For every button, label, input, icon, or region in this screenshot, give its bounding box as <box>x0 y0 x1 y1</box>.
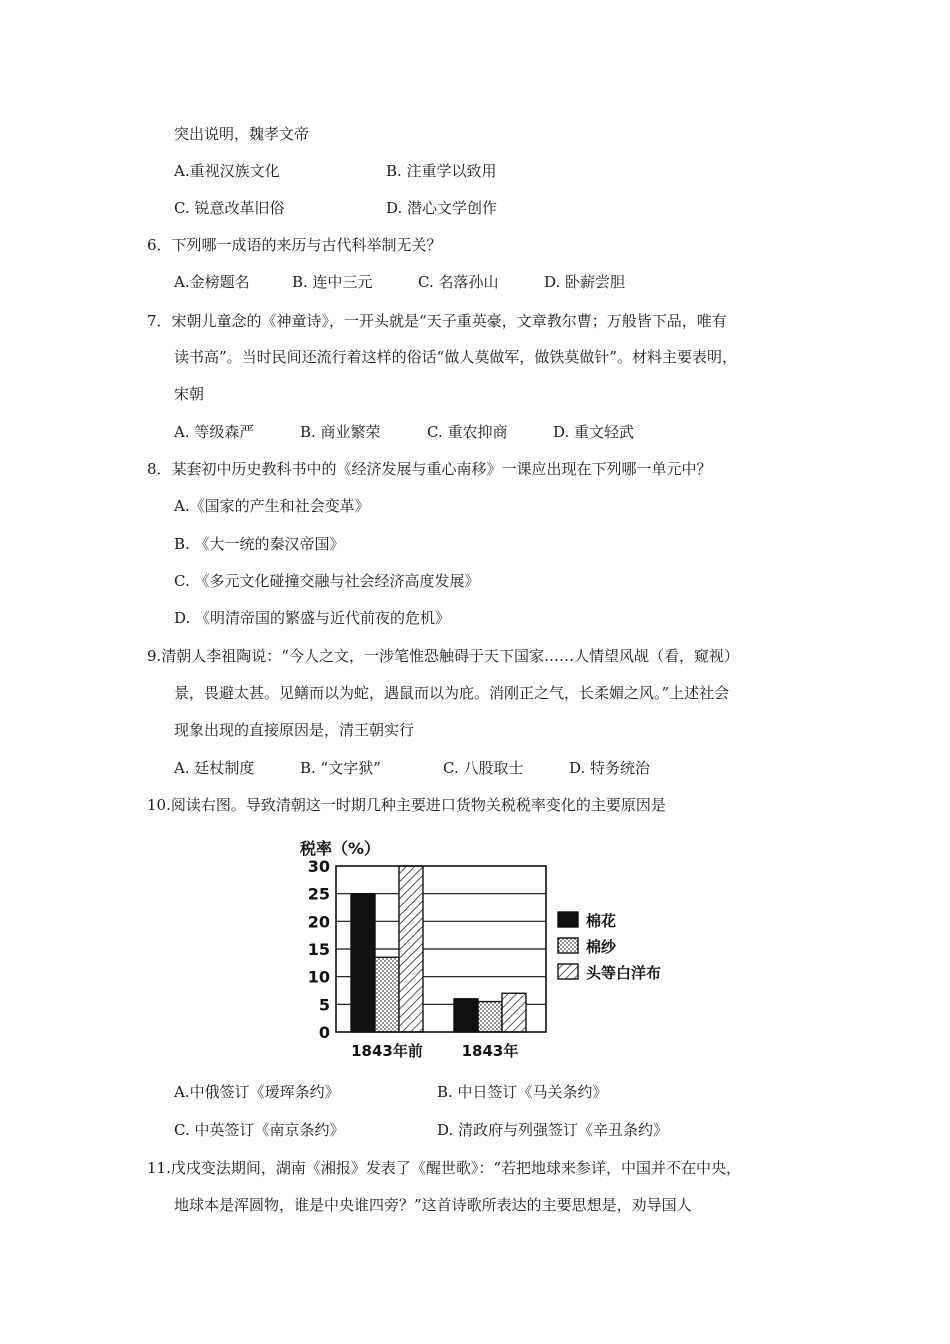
ytick-label-30: 30 <box>307 857 330 876</box>
legend-swatch-2 <box>558 938 578 953</box>
q10-option-d: D. 清政府与列强签订《辛丑条约》 <box>437 1121 669 1139</box>
q6-option-d: D. 卧薪尝胆 <box>544 273 626 291</box>
chart-xcategories <box>351 1042 518 1060</box>
xcategory-label-1: 1843年前 <box>351 1042 423 1060</box>
q6-option-b: B. 连中三元 <box>292 273 373 291</box>
q5-option-d: D. 潜心文学创作 <box>386 199 498 217</box>
tariff-bar-chart <box>296 832 696 1068</box>
q6-option-c: C. 名落孙山 <box>418 273 499 291</box>
q10-stem: 10.阅读右图。导致清朝这一时期几种主要进口货物关税税率变化的主要原因是 <box>147 796 666 814</box>
q10-option-b: B. 中日签订《马关条约》 <box>437 1083 608 1101</box>
legend-label-3: 头等白洋布 <box>586 964 662 982</box>
legend-label-2: 棉纱 <box>586 938 617 956</box>
q9-stem-line1: 9.清朝人李祖陶说：“今人之文，一涉笔惟恐触碍于天下国家……人情望风觇（看，窥视） <box>147 647 739 665</box>
q8-option-a: A.《国家的产生和社会变革》 <box>174 497 370 515</box>
chart-legend <box>558 912 661 982</box>
ytick-label-20: 20 <box>307 912 330 932</box>
q10-option-c: C. 中英签订《南京条约》 <box>174 1121 345 1139</box>
q8-option-d: D. 《明清帝国的繁盛与近代前夜的危机》 <box>174 609 451 627</box>
bar-1-2 <box>375 957 399 1032</box>
q9-stem-line2: 景，畏避太甚。见鳝而以为蛇，遇鼠而以为庇。消刚正之气，长柔媚之风。”上述社会 <box>174 684 730 702</box>
q6-stem: 6．下列哪一成语的来历与古代科举制无关？ <box>147 236 442 254</box>
bar-2-1 <box>454 999 478 1032</box>
legend-swatch-1 <box>558 912 578 927</box>
q10-option-a: A.中俄签订《瑷珲条约》 <box>174 1083 340 1101</box>
q5-option-b: B. 注重学以致用 <box>386 162 497 180</box>
q5-option-c: C. 锐意改革旧俗 <box>174 199 285 217</box>
legend-label-1: 棉花 <box>586 912 617 930</box>
q7-stem-line3: 宋朝 <box>174 385 205 403</box>
q8-option-b: B. 《大一统的秦汉帝国》 <box>174 535 345 553</box>
q7-option-a: A. 等级森严 <box>174 423 255 441</box>
q9-option-c: C. 八股取士 <box>443 759 524 777</box>
q11-stem-line1: 11.戊戌变法期间，湖南《湘报》发表了《醒世歌》：“若把地球来参详，中国并不在中央， <box>147 1159 742 1177</box>
ytick-label-5: 5 <box>318 995 330 1015</box>
ytick-label-10: 10 <box>307 967 330 987</box>
ytick-label-0: 0 <box>318 1023 330 1042</box>
q7-stem-line1: 7．宋朝儿童念的《神童诗》，一开头就是“天子重英豪，文章教尔曹；万般皆下品，唯有 <box>147 312 727 330</box>
q8-option-c: C. 《多元文化碰撞交融与社会经济高度发展》 <box>174 572 480 590</box>
ytick-label-25: 25 <box>307 884 330 904</box>
chart-ylabel: 税率（%） <box>300 839 381 858</box>
bar-2-3 <box>502 993 526 1032</box>
bar-2-2 <box>478 1002 502 1032</box>
legend-swatch-3 <box>558 964 578 979</box>
q7-option-c: C. 重农抑商 <box>427 423 508 441</box>
q9-option-b: B. “文字狱” <box>300 759 381 777</box>
chart-yticks <box>308 857 330 1042</box>
q5-stem-tail: 突出说明，魏孝文帝 <box>174 125 310 143</box>
xcategory-label-2: 1843年 <box>461 1042 519 1060</box>
ytick-label-15: 15 <box>307 940 330 959</box>
q11-stem-line2: 地球本是浑圆物，谁是中央谁四旁？”这首诗歌所表达的主要思想是，劝导国人 <box>174 1196 692 1214</box>
q5-option-a: A.重视汉族文化 <box>174 162 280 180</box>
q8-stem: 8．某套初中历史教科书中的《经济发展与重心南移》一课应出现在下列哪一单元中？ <box>147 460 712 478</box>
bar-1-1 <box>351 894 375 1032</box>
q7-option-b: B. 商业繁荣 <box>300 423 381 441</box>
q9-stem-line3: 现象出现的直接原因是，清王朝实行 <box>174 721 415 739</box>
q9-option-d: D. 特务统治 <box>569 759 651 777</box>
bar-1-3 <box>399 866 423 1032</box>
q7-option-d: D. 重文轻武 <box>553 423 635 441</box>
q7-stem-line2: 读书高”。当时民间还流行着这样的俗话“做人莫做军，做铁莫做针”。材料主要表明， <box>174 348 738 366</box>
q9-option-a: A. 廷杖制度 <box>174 759 255 777</box>
q6-option-a: A.金榜题名 <box>174 273 250 291</box>
